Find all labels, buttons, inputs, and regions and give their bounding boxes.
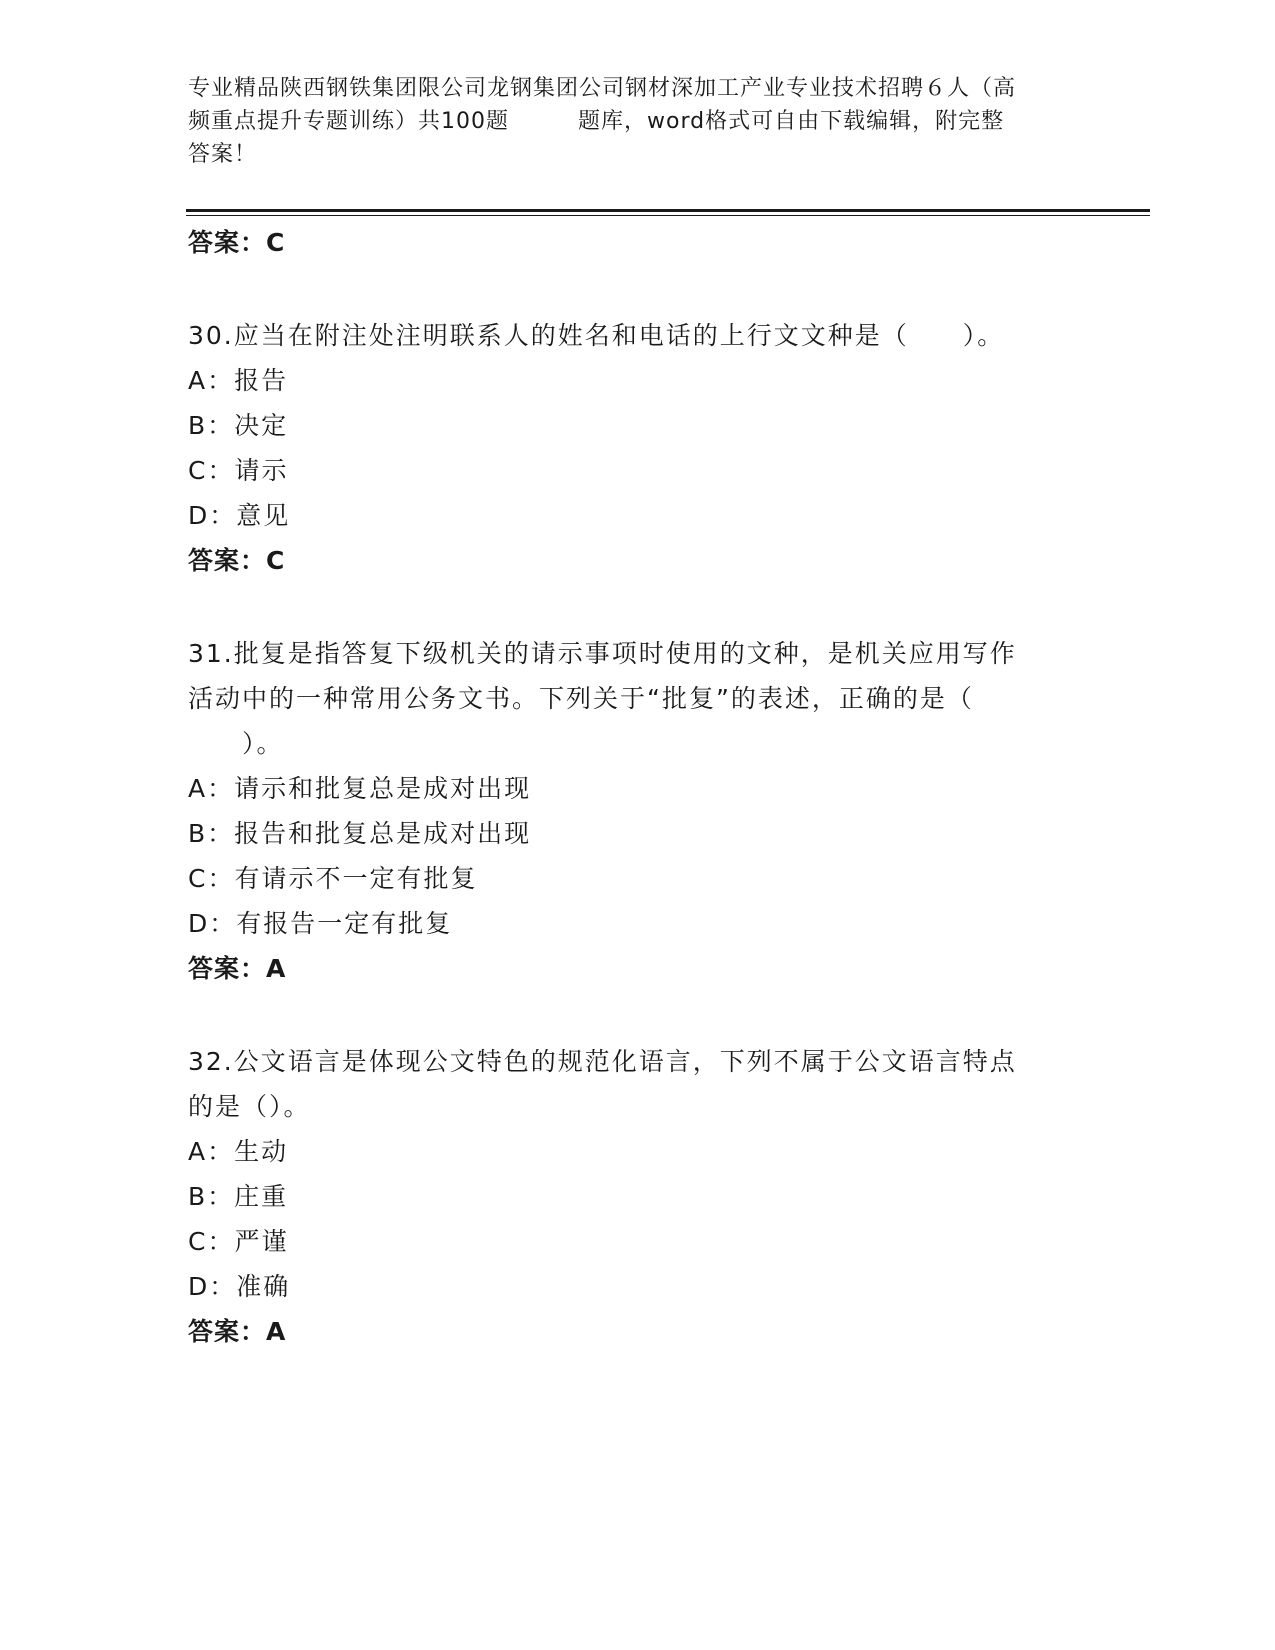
answer: 答案：A bbox=[188, 1317, 287, 1346]
option-a: A：报告 bbox=[188, 366, 289, 395]
question-stem: 的是（）。 bbox=[188, 1092, 311, 1121]
question-stem: 30.应当在附注处注明联系人的姓名和电话的上行文文种是（ ）。 bbox=[188, 321, 1005, 350]
option-b: B：报告和批复总是成对出现 bbox=[188, 819, 532, 848]
option-a: A：生动 bbox=[188, 1137, 289, 1166]
option-d: D：有报告一定有批复 bbox=[188, 909, 453, 938]
question-stem: 31.批复是指答复下级机关的请示事项时使用的文种，是机关应用写作 bbox=[188, 639, 1017, 668]
option-d: D：准确 bbox=[188, 1272, 291, 1301]
option-c: C：有请示不一定有批复 bbox=[188, 864, 478, 893]
option-b: B：决定 bbox=[188, 411, 289, 440]
option-c: C：严谨 bbox=[188, 1227, 289, 1256]
question-stem: 活动中的一种常用公务文书。下列关于“批复”的表述，正确的是（ bbox=[188, 684, 974, 713]
answer: 答案：A bbox=[188, 954, 287, 983]
question-stem: 32.公文语言是体现公文特色的规范化语言，下列不属于公文语言特点 bbox=[188, 1047, 1017, 1076]
previous-answer: 答案：C bbox=[188, 228, 286, 257]
option-b: B：庄重 bbox=[188, 1182, 289, 1211]
question-32 bbox=[188, 1039, 1088, 1354]
question-30 bbox=[188, 313, 1088, 583]
header-line: 答案！ bbox=[188, 142, 258, 167]
header-rule-thin bbox=[186, 215, 1150, 216]
option-d: D：意见 bbox=[188, 501, 291, 530]
question-31 bbox=[188, 631, 1088, 991]
header-line: 频重点提升专题训练）共100题 题库，word格式可自由下载编辑，附完整 bbox=[188, 109, 1005, 134]
header-rule-thick bbox=[186, 209, 1150, 212]
answer: 答案：C bbox=[188, 546, 286, 575]
option-c: C：请示 bbox=[188, 456, 289, 485]
document-body bbox=[188, 220, 1088, 1354]
question-stem: ）。 bbox=[188, 729, 284, 758]
header-line: 专业精品陕西钢铁集团限公司龙钢集团公司钢材深加工产业专业技术招聘６人（高 bbox=[188, 76, 1017, 101]
option-a: A：请示和批复总是成对出现 bbox=[188, 774, 532, 803]
document-header bbox=[188, 72, 1088, 171]
